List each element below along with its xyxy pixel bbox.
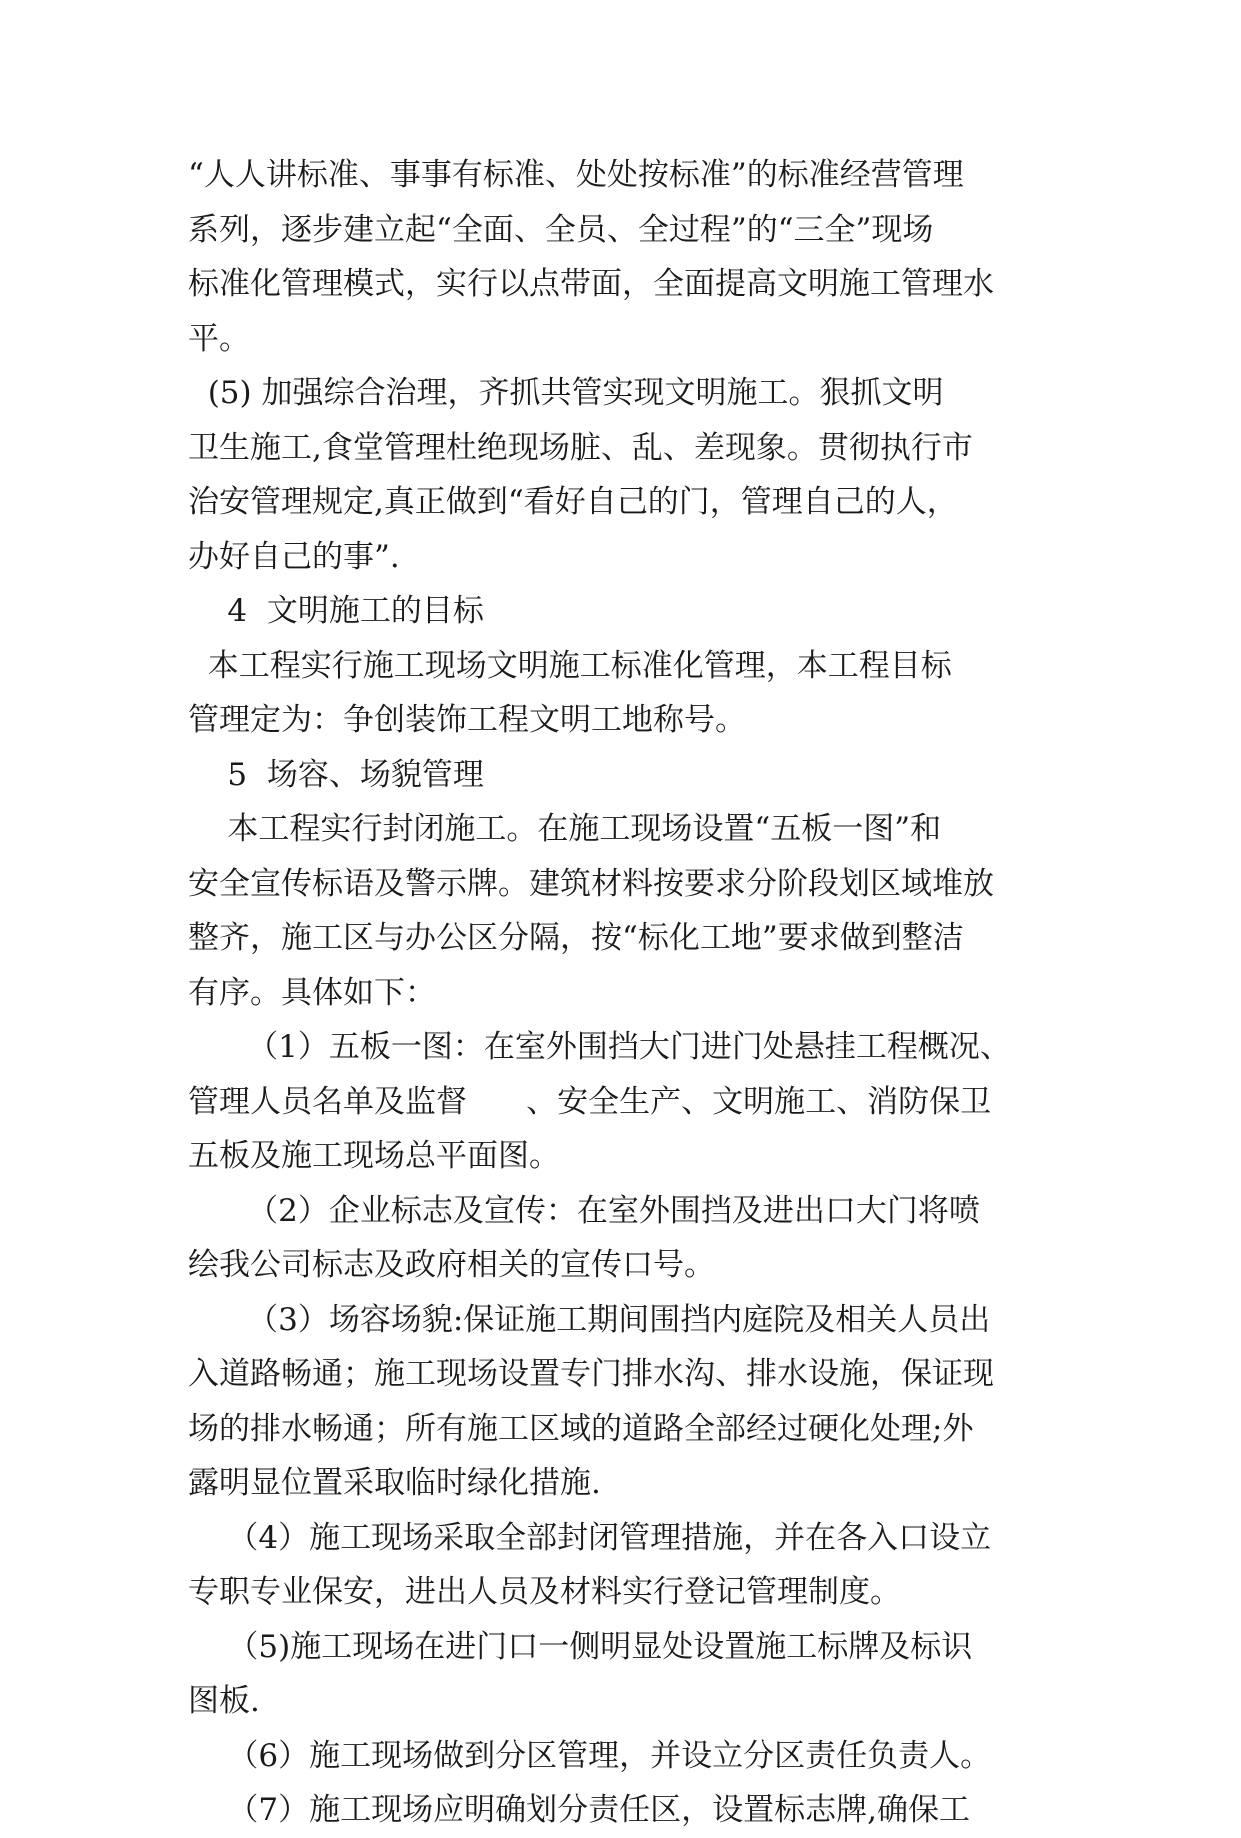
text-line: （5)施工现场在进门口一侧明显处设置施工标牌及标识 [188, 1628, 973, 1665]
text-line: 图板. [188, 1683, 260, 1719]
body-text [188, 148, 1068, 1838]
text-line: （2）企业标志及宣传：在室外围挡及进出口大门将喷 [188, 1192, 980, 1229]
section-heading: 5 场容、场貌管理 [188, 756, 484, 793]
text-line: 系列，逐步建立起“全面、全员、全过程”的“三全”现场 [188, 211, 934, 248]
text-line: (5) 加强综合治理，齐抓共管实现文明施工。狠抓文明 [188, 375, 944, 411]
text-line: （6）施工现场做到分区管理，并设立分区责任负责人。 [188, 1737, 992, 1774]
text-line: 专职专业保安，进出人员及材料实行登记管理制度。 [188, 1574, 901, 1610]
text-line: 治安管理规定,真正做到“看好自己的门，管理自己的人， [188, 484, 958, 520]
text-line: 本工程实行施工现场文明施工标准化管理，本工程目标 [188, 647, 952, 684]
text-line: 标准化管理模式，实行以点带面，全面提高文明施工管理水 [188, 266, 994, 302]
text-line: 有序。具体如下： [188, 974, 436, 1011]
text-line: （3）场容场貌:保证施工期间围挡内庭院及相关人员出 [188, 1301, 991, 1338]
text-line: “人人讲标准、事事有标准、处处按标准”的标准经营管理 [188, 157, 964, 193]
text-line: 办好自己的事”. [188, 538, 400, 575]
text-line: 露明显位置采取临时绿化措施. [188, 1465, 601, 1501]
text-line: 安全宣传标语及警示牌。建筑材料按要求分阶段划区域堆放 [188, 865, 994, 902]
text-line: 整齐，施工区与办公区分隔，按“标化工地”要求做到整洁 [188, 920, 964, 956]
text-line: 管理定为：争创装饰工程文明工地称号。 [188, 702, 746, 738]
text-line: 本工程实行封闭施工。在施工现场设置“五板一图”和 [188, 811, 942, 847]
text-line: 场的排水畅通；所有施工区域的道路全部经过硬化处理;外 [188, 1410, 974, 1447]
section-heading: 4 文明施工的目标 [188, 593, 484, 629]
text-line: 五板及施工现场总平面图。 [188, 1138, 560, 1174]
text-line: 入道路畅通；施工现场设置专门排水沟、排水设施，保证现 [188, 1356, 994, 1392]
text-line: 管理人员名单及监督 、安全生产、文明施工、消防保卫 [188, 1083, 992, 1120]
text-line: （7）施工现场应明确划分责任区，设置标志牌,确保工 [188, 1792, 970, 1828]
text-line: （4）施工现场采取全部封闭管理措施，并在各入口设立 [188, 1519, 992, 1556]
text-line: （1）五板一图：在室外围挡大门进门处悬挂工程概况、 [188, 1029, 1011, 1065]
text-line: 平。 [188, 320, 250, 357]
text-line: 绘我公司标志及政府相关的宣传口号。 [188, 1247, 715, 1283]
text-line: 卫生施工,食堂管理杜绝现场脏、乱、差现象。贯彻执行市 [188, 429, 973, 466]
